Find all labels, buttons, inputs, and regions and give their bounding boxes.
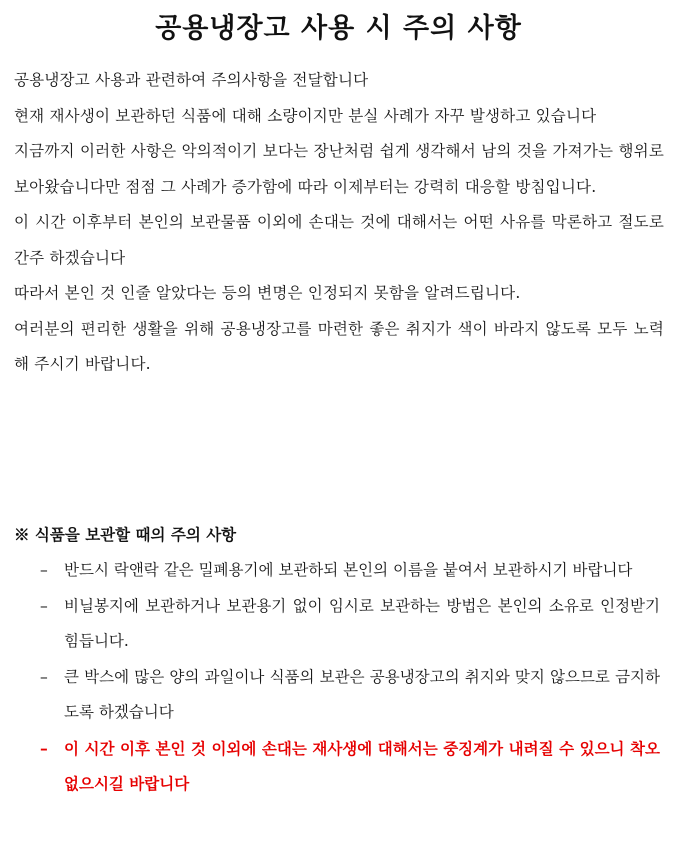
- paragraph: 따라서 본인 것 인줄 알았다는 등의 변명은 인정되지 못함을 알려드립니다.: [14, 284, 521, 302]
- list-item: [40, 553, 660, 589]
- bullet-dash: –: [40, 738, 48, 758]
- bullet-dash: –: [40, 596, 48, 615]
- storage-rules-list: [40, 553, 660, 802]
- warning-text: 이 시간 이후 본인 것 이외에 손대는 재사생에 대해서는 중징계가 내려질 수 있으니 착오 없으시길 바랍니다: [64, 738, 660, 793]
- document-title: 공용냉장고 사용 시 주의 사항: [155, 13, 522, 44]
- notice-body: [14, 63, 664, 383]
- list-item-text: 비닐봉지에 보관하거나 보관용기 없이 임시로 보관하는 방법은 본인의 소유로 인정받기 힘듭니다.: [64, 596, 660, 650]
- paragraph: 현재 재사생이 보관하던 식품에 대해 소량이지만 분실 사례가 자꾸 발생하고 있습니다: [14, 106, 597, 125]
- warning-list-item: [40, 731, 660, 802]
- list-item-text: 큰 박스에 많은 양의 과일이나 식품의 보관은 공용냉장고의 취지와 맞지 않으므로 금지하도록 하겠습니다: [64, 667, 660, 721]
- paragraph: 지금까지 이러한 사항은 악의적이기 보다는 장난처럼 쉽게 생각해서 남의 것을 가져가는 행위로 보아왔습니다만 점점 그 사례가 증가함에 따라 이제부터는 강력히 대응할 방침입니다.: [14, 142, 664, 196]
- paragraph: 여러분의 편리한 생활을 위해 공용냉장고를 마련한 좋은 취지가 색이 바라지 않도록 모두 노력해 주시기 바랍니다.: [14, 319, 664, 373]
- bullet-dash: –: [40, 667, 48, 686]
- storage-notice-heading: ※ 식품을 보관할 때의 주의 사항: [14, 525, 237, 544]
- list-item-text: 반드시 락앤락 같은 밀폐용기에 보관하되 본인의 이름을 붙여서 보관하시기 바랍니다: [64, 561, 633, 579]
- paragraph: 이 시간 이후부터 본인의 보관물품 이외에 손대는 것에 대해서는 어떤 사유를 막론하고 절도로 간주 하겠습니다: [14, 213, 664, 267]
- list-item: [40, 589, 660, 660]
- list-item: [40, 660, 660, 731]
- paragraph: 공용냉장고 사용과 관련하여 주의사항을 전달합니다: [14, 71, 369, 89]
- bullet-dash: –: [40, 561, 48, 579]
